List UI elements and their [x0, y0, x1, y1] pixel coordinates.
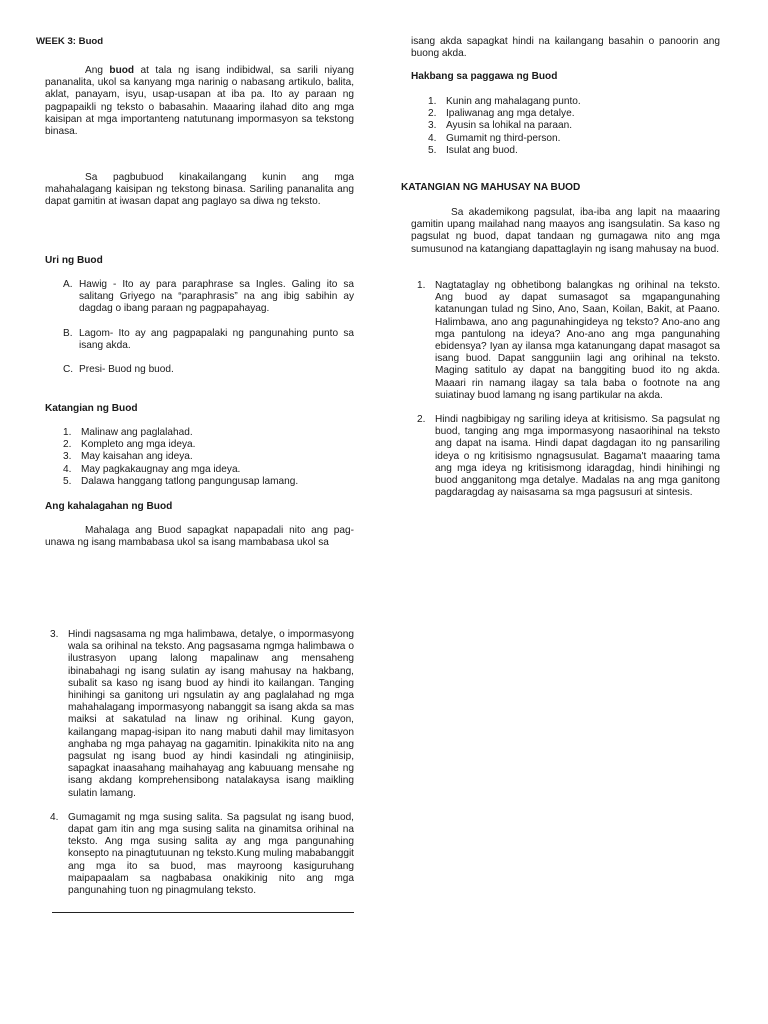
week-title: WEEK 3: Buod [36, 36, 104, 47]
list-text: May kaisahan ang ideya. [81, 451, 193, 463]
list-marker: 3. [50, 629, 59, 640]
list-text: Lagom- Ito ay ang pagpapalaki ng pangunahing punto sa isang akda. [79, 327, 354, 351]
continued-item [50, 812, 354, 897]
mahusay-item [417, 414, 720, 499]
katangian-item [63, 476, 354, 488]
list-text: Gumagamit ng mga susing salita. Sa pagsulat ng isang buod, dapat gam itin ang mga susing salita na ginamitsa orihinal na teksto. Ang mga susing salita ay ang mga pangunahing konsepto na pinagtutuunan ng teksto.Kung muling mababanggit ang mga ito sa buod, mas mayroong kasiguruhang maipapaalam sa nagbabasa onakikinig nito ang mga pangunahing tuon ng pinagmulang teksto. [68, 811, 354, 897]
kahalagahan-heading: Ang kahalagahan ng Buod [45, 501, 173, 512]
list-marker: 1. [417, 280, 426, 291]
hakbang-item [428, 108, 718, 120]
list-text: Dalawa hanggang tatlong pangungusap lamang. [81, 475, 299, 487]
kahalagahan-paragraph: Mahalaga ang Buod sapagkat napapadali nito ang pag-unawa ng isang mambabasa ukol sa isang mambabasa ukol sa [45, 525, 354, 549]
hakbang-item [428, 145, 718, 157]
katangian-item [63, 427, 354, 439]
list-marker: 3. [428, 120, 437, 132]
list-marker: 4. [63, 463, 72, 475]
hakbang-list [428, 96, 718, 157]
hakbang-heading: Hakbang sa paggawa ng Buod [411, 71, 558, 82]
continuation-paragraph: isang akda sapagkat hindi na kailangang basahin o panoorin ang buong akda. [411, 36, 720, 60]
list-text: Gumamit ng third-person. [446, 132, 561, 144]
list-marker: 2. [417, 414, 426, 426]
list-marker: A. [63, 279, 73, 290]
uri-item [63, 328, 354, 352]
uri-list [63, 279, 354, 376]
list-text: Ayusin sa lohikal na paraan. [446, 120, 573, 132]
hakbang-item [428, 96, 718, 108]
list-text: May pagkakaugnay ang mga ideya. [81, 463, 241, 475]
list-text: Hindi nagsasama ng mga halimbawa, detalye, o impormasyong wala sa orihinal na teksto. Ang pagsasama ngmga halimbawa o ilustrasyon upang lalong mapalinaw ang mensaheng ibinabahagi ng isang sulatin ay isang mahusay na hakbang, subalit sa kaso ng isang buod ay hindi ito kailangan. Tanging hinihingi sa ganitong uri ngsulatin ay ang paglalahad ng mga mahahalagang impormasyong nabanggit sa isang akda sa mas maiksi at sakatulad na linaw ng orihinal. Kung gayon, kailangang mapag-isipan ito nang mabuti dahil may limitasyon anghaba ng mga pahayag na gagamitin. Ipinakikita nito na ang pagsulat ng isang buod ay hindi kasindali ng atinginiisip, sapagkat inaasahang maihahayag ang kabuuang mensahe ng isang akdang komprehensibong natalakaysa isang maikling sulatin lamang. [68, 629, 354, 799]
continued-list [50, 629, 354, 897]
mahusay-list [417, 280, 720, 499]
list-marker: 5. [63, 475, 72, 487]
intro-bold-term: buod [109, 65, 135, 76]
list-marker: C. [63, 364, 74, 376]
intro-rest: at tala ng isang indibidwal, sa sarili niyang pananalita, ukol sa kanyang mga narinig o nabasang artikulo, balita, aklat, panayam, isyu, usap-usapan at iba pa. Ito ay paraan ng pagpapaikli ng teksto o babasahin. Maaaring ilahad dito ang mga kaisipan at mga importanteng natutunang impormasyon sa tekstong binasa. [45, 65, 355, 138]
katangian-item [63, 439, 354, 451]
summary-paragraph: Sa pagbubuod kinakailangang kunin ang mga mahahalagang kaisipan ng tekstong binasa. Sariling pananalita ang dapat gamitin at iwasan dapat ang paglayo sa diwa ng teksto. [45, 172, 354, 208]
list-text: Kunin ang mahalagang punto. [446, 96, 581, 107]
mahusay-heading: KATANGIAN NG MAHUSAY NA BUOD [401, 182, 581, 193]
katangian-item [63, 464, 354, 476]
list-text: Nagtataglay ng obhetibong balangkas ng orihinal na teksto. Ang buod ay dapat sumasagot sa mgapangunahing katanungan tulad ng Sino, Ano, Saan, Koilan, Bakit, at Paano. Halimbawa, ano ang pagunahingideya ng teksto? Ano-ano ang mga pantulong na ideya? Ano-ano ang mga pangunahing ebidensya? Iyan ay ilansa mga katanungang dapat masagot sa isang buod. Dapat sangguniin lagi ang orihinal na teksto. Maging satitulo ay dapat na banggiting buod ito ng akda. Maaari rin namang ilagay sa tala baba o footnote na ang suiatinay buod lamang ng isang partikular na akda. [435, 280, 720, 401]
list-text: Ipaliwanag ang mga detalye. [446, 108, 575, 120]
katangian-item [63, 451, 354, 463]
uri-item [63, 364, 354, 376]
list-marker: 1. [428, 96, 437, 107]
uri-heading: Uri ng Buod [45, 255, 103, 266]
list-text: Hawig - Ito ay para paraphrase sa Ingles. Galing ito sa salitang Griyego na “paraphrasis” na ang ibig sabihin ay dagdag o ibang paraan ng pagpapahayag. [79, 279, 354, 315]
mahusay-intro: Sa akademikong pagsulat, iba-iba ang lapit na maaaring gamitin upang mailahad nang maayos ang isangsulatin. Sa kaso ng pagsulat ng buod, dapat tandaan ng gumagawa nito ang mga sumusunod na katangiang dapattaglayin ng isang mahusay na buod. [411, 207, 720, 255]
katangian-heading: Katangian ng Buod [45, 403, 138, 414]
list-text: Kompleto ang mga ideya. [81, 439, 196, 451]
list-marker: 4. [50, 811, 59, 823]
list-text: Isulat ang buod. [446, 144, 518, 156]
list-text: Malinaw ang paglalahad. [81, 427, 193, 438]
hakbang-item [428, 120, 718, 132]
continued-item [50, 629, 354, 800]
list-text: Hindi nagbibigay ng sariling ideya at kritisismo. Sa pagsulat ng buod, tanging ang mga impormasyong nasaorihinal na teksto ang dapat na isama. Hindi dapat dagdagan ito ng pansariling ideya o ng kritisismo ngnagsusulat. Bagama't maaaring tama ang mga ideya ng kritisismong idaragdag, hindi hinihingi ng buod angganitong mga detalye. Madalas na ang mga ganitong pagdaragdag ay naisasama sa mga pagsusuri at sintesis. [435, 414, 720, 499]
list-marker: 4. [428, 132, 437, 144]
list-marker: 2. [428, 108, 437, 120]
katangian-list [63, 427, 354, 488]
list-marker: 2. [63, 439, 72, 451]
list-marker: 1. [63, 427, 72, 438]
list-marker: B. [63, 327, 73, 339]
list-text: Presi- Buod ng buod. [79, 364, 174, 376]
bottom-rule [52, 912, 354, 913]
intro-paragraph [45, 65, 354, 138]
list-marker: 5. [428, 144, 437, 156]
list-marker: 3. [63, 451, 72, 463]
mahusay-item [417, 280, 720, 402]
intro-lead: Ang [85, 65, 110, 76]
hakbang-item [428, 133, 718, 145]
uri-item [63, 279, 354, 316]
